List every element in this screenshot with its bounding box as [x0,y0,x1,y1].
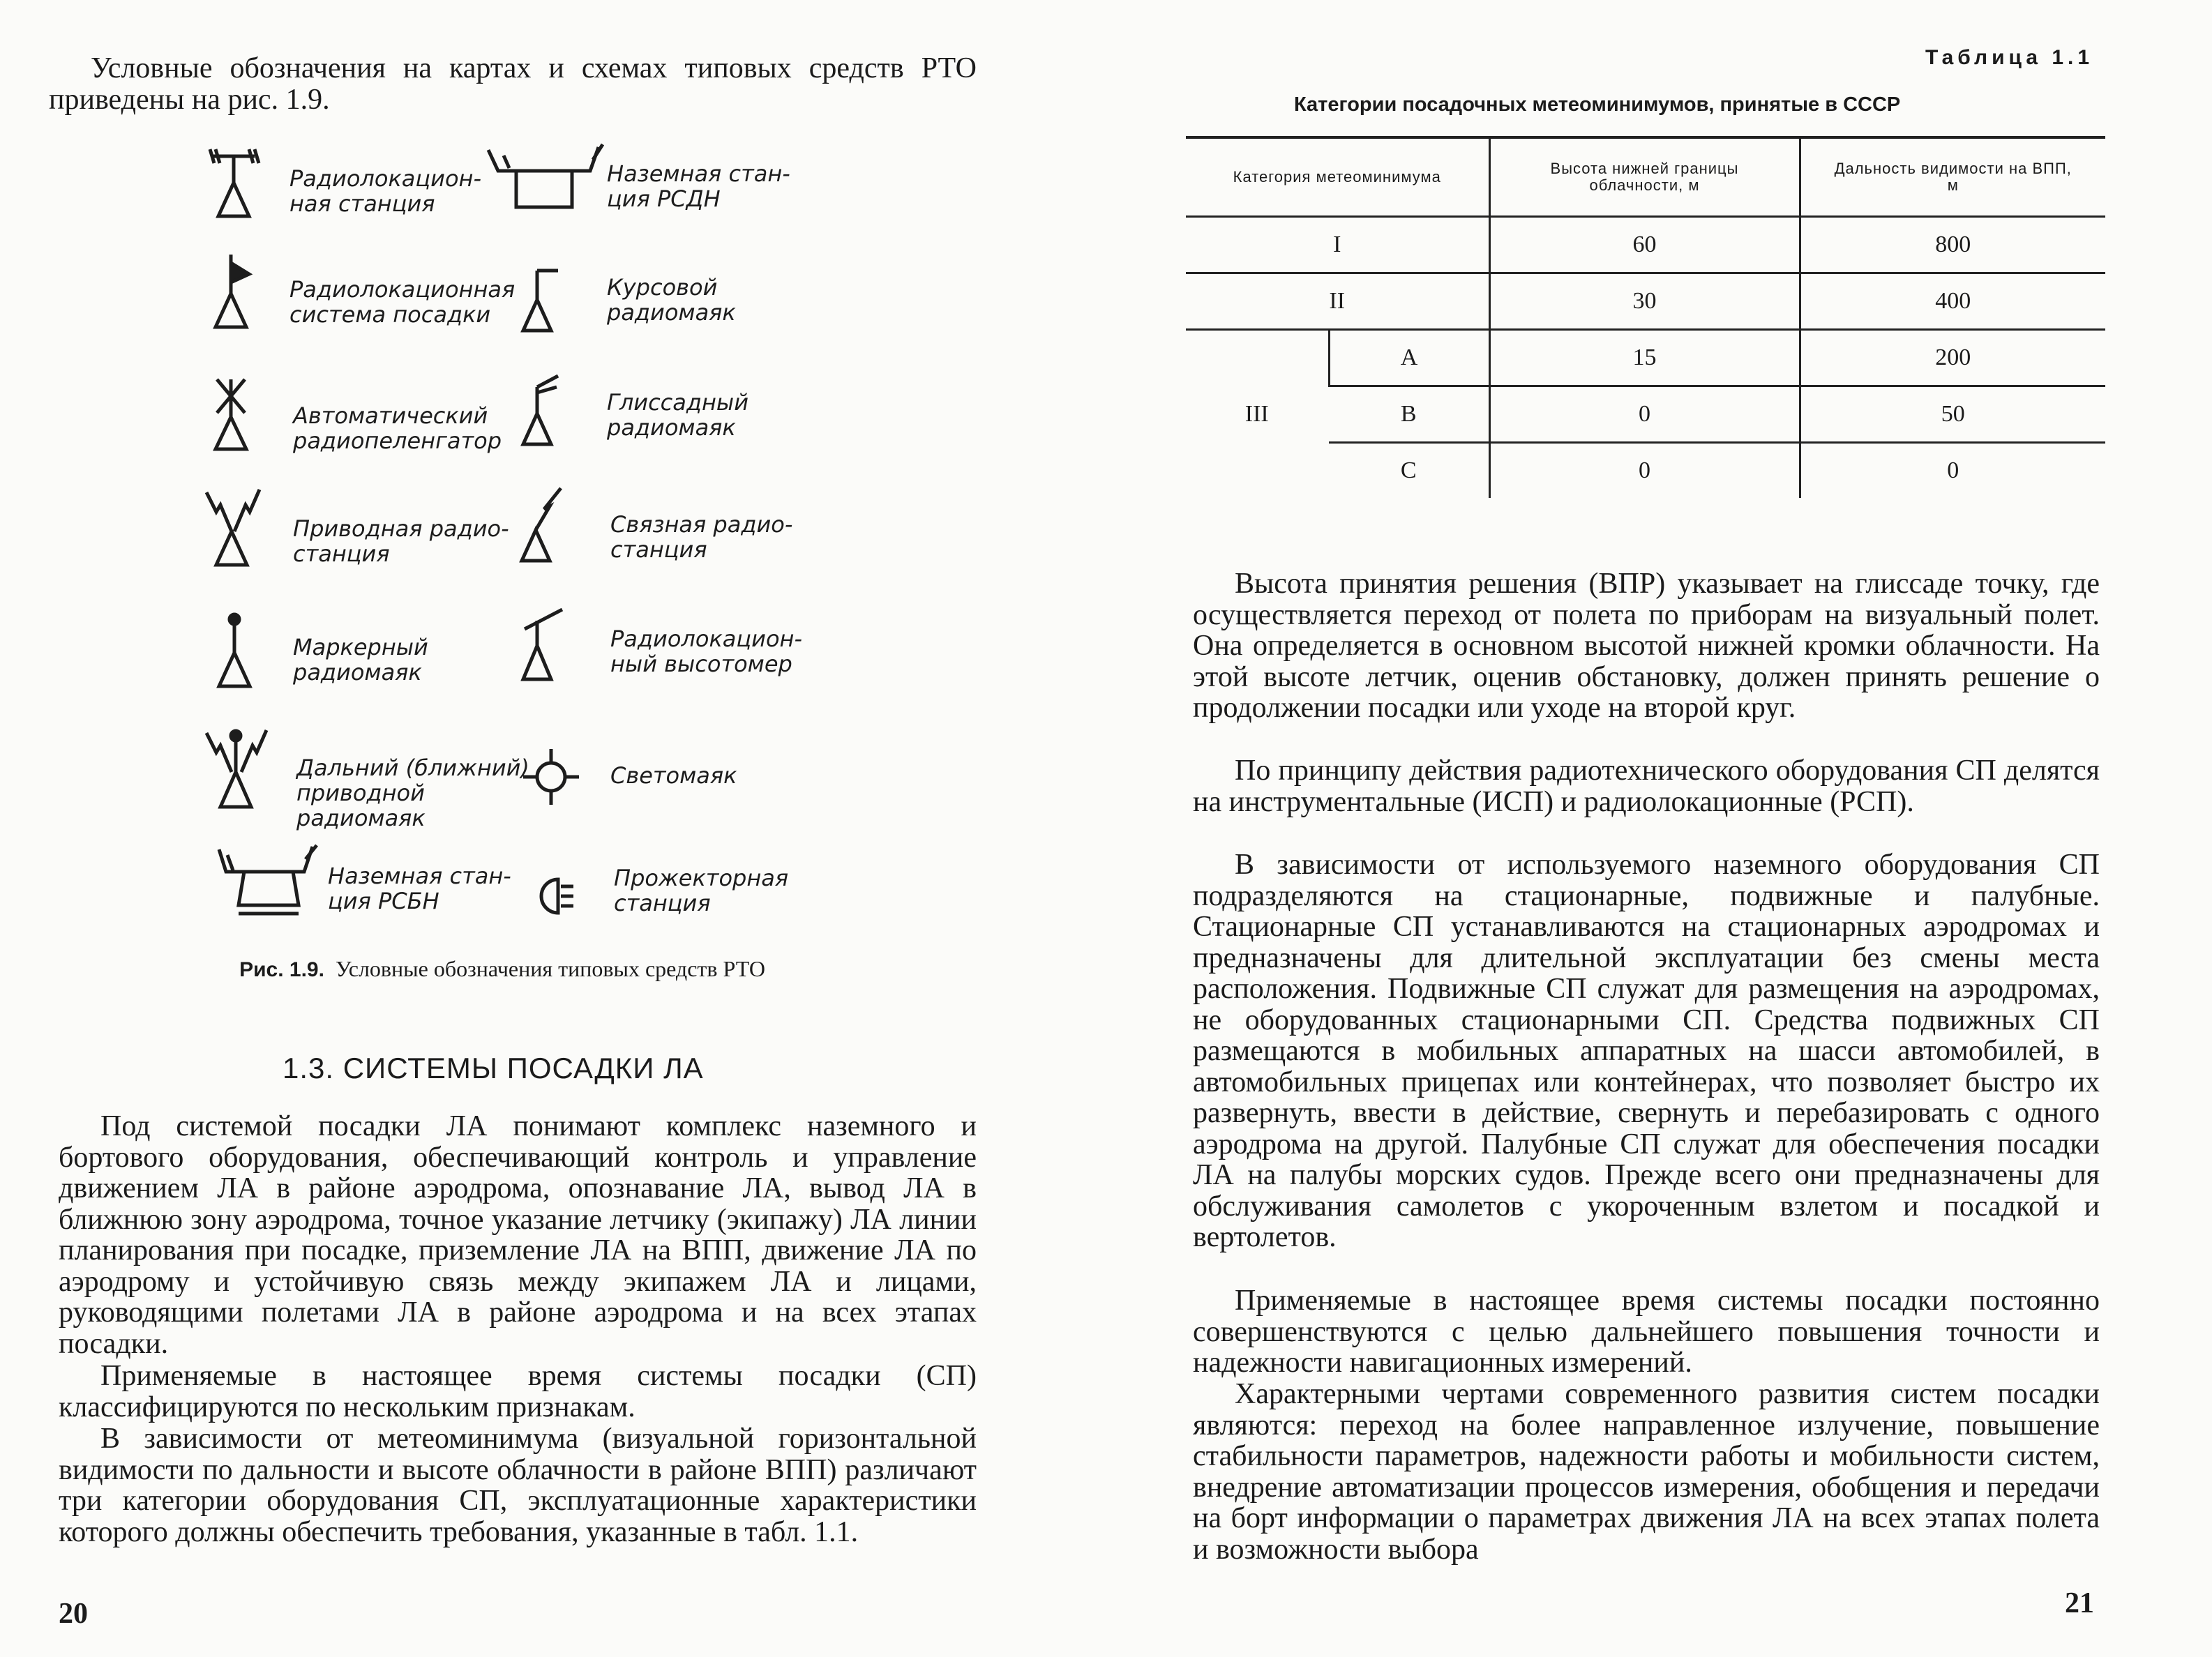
glideslope-beacon-icon [516,373,572,450]
legend-label: Радиолокацион- ный высотомер [610,626,802,677]
paragraph-4: Применяемые в настоящее время системы посадки постоянно совершенствуются с целью дальнейшего повышения точности и надежности навигационных измерений. [1193,1285,2100,1379]
cell-subcategory: B [1329,386,1489,443]
table-header-visibility: Дальность видимости на ВПП, м [1800,139,2105,217]
legend-label: Глиссадный радиомаяк [607,389,748,441]
ground-rsbn-station-icon [216,844,321,921]
light-beacon-icon [523,746,579,809]
cell-category: II [1186,273,1489,330]
paragraph-2: Применяемые в настоящее время системы посадки (СП) классифицируются по нескольким признакам. [59,1360,977,1423]
cell-visibility: 200 [1800,330,2105,386]
radar-altimeter-icon [516,607,572,683]
right-page [1106,0,2212,1657]
table-header-row [1186,139,2105,217]
paragraph-1: Под системой посадки ЛА понимают комплекс наземного и бортового оборудования, обеспечивающий контроль и управление движением ЛА в районе аэродрома, опознавание ЛА, вывод ЛА в ближнюю зону аэродрома, точное указание летчику (экипажу) ЛА линии планирования при посадке, приземление ЛА на ВПП, движение ЛА по аэродрому и устойчивую связь между экипажем ЛА и лицами, руководящими полетами ЛА в районе аэродрома и на всех этапах посадки. [59,1110,977,1360]
cell-visibility: 400 [1800,273,2105,330]
paragraph-1: Высота принятия решения (ВПР) указывает на глиссаде точку, где осуществляется переход от полета по приборам на визуальный полет. Она определяется в основном высотой нижней кромки облачности. На этой высоте летчик, оценив обстановку, должен принять решение о продолжении посадки или уходе на второй круг. [1193,568,2100,724]
legend-label: Приводная радио- станция [293,515,509,567]
ground-rsdn-station-icon [488,143,607,220]
homing-radio-station-icon [202,488,265,572]
figure-caption-text: Условные обозначения типовых средств РТО [335,956,765,981]
paragraph-3: В зависимости от метеоминимума (визуальной горизонтальной видимости по дальности и высоте облачности в районе ВПП) различают три категории оборудования СП, эксплуатационные характеристики которого должны обеспечить требования, указанные в табл. 1.1. [59,1423,977,1548]
cell-subcategory: C [1400,457,1417,483]
legend-label: Дальний (ближний) приводной радиомаяк [296,755,529,831]
table-header-height: Высота нижней границы облачности, м [1489,139,1800,217]
legend-label: Прожекторная станция [614,865,789,916]
legend-label: Радиолокацион- ная станция [289,165,481,217]
marker-beacon-icon [209,614,265,690]
page-number: 21 [2065,1587,2094,1619]
table-row [1186,273,2105,330]
cell-visibility: 800 [1800,217,2105,273]
paragraph-3: В зависимости от используемого наземного оборудования СП подразделяются на стационарные, подвижные и палубные. Стационарные СП устанавливаются на стационарных аэродромах и предназначены для длительной эксплуатации без смены места расположения. Подвижные СП служат для размещения на аэродромах, не оборудованных стационарными СП. Средства подвижных СП размещаются в мобильных аппаратных на шасси автомобилей, в автомобильных прицепах или контейнерах, что позволяет быстро их развернуть, ввести в действие, свернуть и перебазировать с одного аэродрома на другой. Палубные СП служат для обеспечения посадки ЛА на палубы морских судов. Прежде всего они предназначены для обслуживания самолетов с укороченным взлетом и посадкой и вертолетов. [1193,849,2100,1253]
automatic-direction-finder-icon [206,377,262,453]
cell-height: 15 [1489,330,1800,386]
figure-number: Рис. 1.9. [239,958,324,981]
cell-subcategory: A [1329,330,1489,386]
cell-visibility: 0 [1800,443,2105,499]
paragraph-2: По принципу действия радиотехнического оборудования СП делятся на инструментальные (ИСП) и радиолокационные (РСП). [1193,755,2100,818]
table-label: Таблица 1.1 [1925,46,2094,69]
legend-label: Курсовой радиомаяк [607,274,736,326]
legend-label: Связная радио- станция [610,511,793,563]
cell-height: 30 [1489,273,1800,330]
radar-station-icon [206,146,262,223]
cell-height: 60 [1489,217,1800,273]
figure-caption [188,955,816,983]
cell-height: 0 [1489,386,1800,443]
outer-inner-homing-beacon-icon [202,729,272,812]
legend-label: Светомаяк [610,762,737,789]
meteo-table [1186,139,2105,498]
section-title: 1.3. СИСТЕМЫ ПОСАДКИ ЛА [283,1052,704,1084]
legend-label: Автоматический радиопеленгатор [293,402,502,454]
intro-paragraph: Условные обозначения на картах и схемах типовых средств РТО приведены на рис. 1.9. [49,52,977,116]
legend-label: Наземная стан- ция РСДН [607,160,790,212]
cell-category: III [1244,401,1269,427]
communication-radio-station-icon [516,488,572,565]
searchlight-station-icon [537,875,579,917]
cell-category: I [1186,217,1489,273]
legend-label: Радиолокационная система посадки [289,276,516,328]
localizer-beacon-icon [516,265,572,335]
page-number: 20 [59,1598,88,1630]
paragraph-5: Характерными чертами современного развития систем посадки являются: переход на более направленное излучение, повышение стабильности параметров, надежности работы и мобильности систем, внедрение автоматизации процессов измерения, обобщения и передачи на борт информации о параметрах движения ЛА на всех этапах полета и возможности выбора [1193,1378,2100,1566]
radar-landing-system-icon [206,255,262,331]
table-row [1186,217,2105,273]
table-row [1186,330,2105,386]
legend-label: Маркерный радиомаяк [293,634,428,686]
cell-visibility: 50 [1800,386,2105,443]
table-header-category: Категория метеоминимума [1186,139,1489,217]
cell-height: 0 [1489,443,1800,499]
table-title: Категории посадочных метеоминимумов, принятые в СССР [1294,93,1901,116]
legend-label: Наземная стан- ция РСБН [328,863,511,914]
